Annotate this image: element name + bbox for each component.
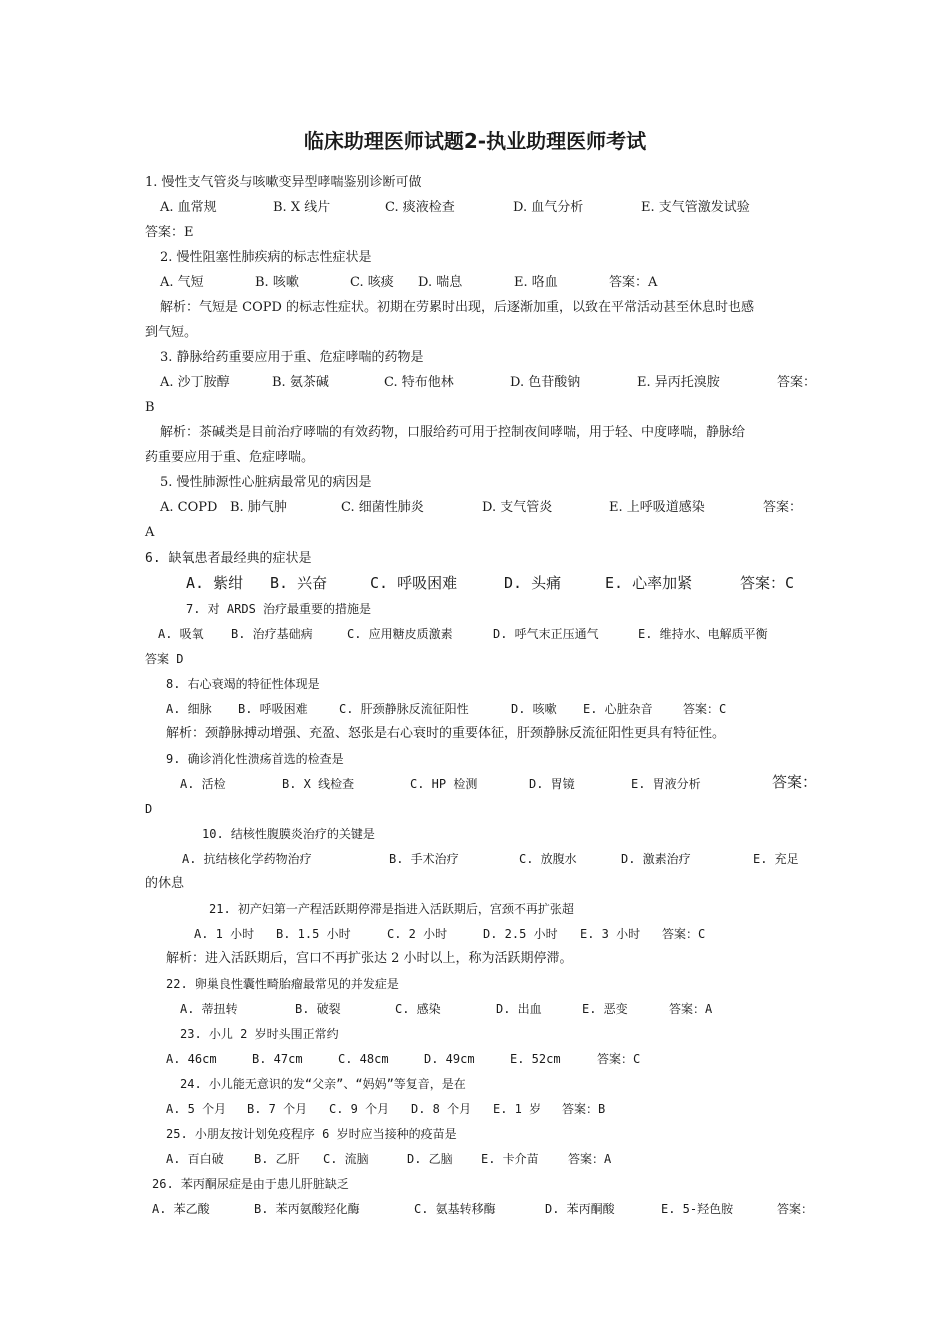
question-1-answer: 答案：E [145,225,194,240]
question-6-stem: 6. 缺氧患者最经典的症状是 [145,551,312,566]
question-2-analysis: 解析：气短是 COPD 的标志性症状。初期在劳累时出现，后逐渐加重，以致在平常活动甚至休息时也感 [160,300,755,315]
answer: 答案：A [568,1152,612,1166]
option: C. 放腹水 [519,852,577,866]
option: A. 血常规 [160,200,217,215]
option: A. 5 个月 [166,1102,227,1116]
option: B. 呼吸困难 [238,702,308,716]
option: B. 兴奋 [270,574,328,592]
question-7-options [0,626,950,642]
question-26-stem: 26. 苯丙酮尿症是由于患儿肝脏缺乏 [152,1177,349,1191]
option: D. 呼气末正压通气 [493,627,599,641]
option: D. 咳嗽 [511,702,557,716]
question-25-stem: 25. 小朋友按计划免疫程序 6 岁时应当接种的疫苗是 [166,1127,457,1141]
question-26-options [0,1201,950,1217]
option: C. 细菌性肺炎 [341,500,424,515]
question-3-answer: B [145,400,155,415]
option: B. 苯丙氨酸羟化酶 [254,1202,360,1216]
option: D. 8 个月 [411,1102,472,1116]
question-3-options [0,375,950,391]
option: E. 维持水、电解质平衡 [638,627,768,641]
option: C. 流脑 [323,1152,369,1166]
option: C. 咳痰 [350,275,394,290]
question-3-analysis-cont: 药重要应用于重、危症哮喘。 [145,450,315,465]
answer: 答案：A [609,275,658,290]
question-10-stem: 10. 结核性腹膜炎治疗的关键是 [202,827,375,841]
option: C. 48cm [338,1052,389,1066]
option: E. 心脏杂音 [583,702,653,716]
option: D. 出血 [496,1002,542,1016]
option: D. 血气分析 [513,200,584,215]
question-1-options [0,200,950,216]
answer: 答案：A [669,1002,713,1016]
question-2-stem: 2. 慢性阻塞性肺疾病的标志性症状是 [160,250,372,265]
question-5-answer: A [145,525,155,540]
answer: 答案：B [562,1102,606,1116]
question-22-options [0,1001,950,1017]
option: B. 肺气肿 [230,500,287,515]
answer: 答案：C [597,1052,641,1066]
option: E. 52cm [510,1052,561,1066]
option: E. 胃液分析 [631,777,701,791]
option: A. 百白破 [166,1152,224,1166]
document-title: 临床助理医师试题2-执业助理医师考试 [303,129,647,153]
answer-label: 答案： [777,1202,814,1216]
option: B. 1.5 小时 [276,927,351,941]
option: C. 9 个月 [329,1102,390,1116]
option: A. 1 小时 [194,927,255,941]
option: B. 乙肝 [254,1152,300,1166]
option: E. 充足 [753,852,799,866]
option: C. 氨基转移酶 [414,1202,496,1216]
question-1-stem: 1. 慢性支气管炎与咳嗽变异型哮喘鉴别诊断可做 [145,175,422,190]
option: D. 头痛 [504,574,562,592]
option: A. 细脉 [166,702,212,716]
option: C. 感染 [395,1002,441,1016]
option: E. 卡介苗 [481,1152,539,1166]
option: C. 痰液检查 [385,200,455,215]
option: C. 应用糖皮质激素 [347,627,453,641]
option: A. COPD [160,500,218,515]
question-8-analysis: 解析：颈静脉搏动增强、充盈、怒张是右心衰时的重要体征，肝颈静脉反流征阳性更具有特征性。 [166,726,726,741]
option: A. 紫绀 [186,574,244,592]
question-3-analysis: 解析：茶碱类是目前治疗哮喘的有效药物，口服给药可用于控制夜间哮喘，用于轻、中度哮喘，静脉给 [160,425,746,440]
question-3-stem: 3. 静脉给药重要应用于重、危症哮喘的药物是 [160,350,424,365]
option: B. X 线片 [273,200,331,215]
option: D. 激素治疗 [621,852,691,866]
option: E. 上呼吸道感染 [609,500,705,515]
question-8-stem: 8. 右心衰竭的特征性体现是 [166,677,320,691]
question-24-stem: 24. 小儿能无意识的发“父亲”、“妈妈”等复音，是在 [180,1077,466,1091]
option: A. 吸氧 [158,627,204,641]
option: B. 咳嗽 [255,275,299,290]
option: C. HP 检测 [410,777,478,791]
option: C. 2 小时 [387,927,448,941]
question-5-stem: 5. 慢性肺源性心脏病最常见的病因是 [160,475,372,490]
option: B. 手术治疗 [389,852,459,866]
option: B. 破裂 [295,1002,341,1016]
option: D. 49cm [424,1052,475,1066]
option: D. 胃镜 [529,777,575,791]
answer: 答案：C [662,927,706,941]
answer-label: 答案： [763,500,803,515]
question-2-analysis-cont: 到气短。 [145,325,198,340]
option: E. 心率加紧 [605,574,693,592]
option: A. 气短 [160,275,204,290]
question-6-options [0,575,950,593]
question-8-options [0,701,950,717]
answer-label: 答案： [772,773,818,791]
option: A. 活检 [180,777,226,791]
question-9-stem: 9. 确诊消化性溃疡首选的检查是 [166,752,344,766]
question-7-stem: 7. 对 ARDS 治疗最重要的措施是 [186,602,372,616]
option: B. 7 个月 [247,1102,308,1116]
option: C. 肝颈静脉反流征阳性 [339,702,469,716]
question-10-option-wrap: 的休息 [145,876,185,891]
option: E. 支气管激发试验 [641,200,750,215]
question-25-options [0,1151,950,1167]
question-9-answer: D [145,802,153,816]
option: D. 喘息 [418,275,463,290]
option: E. 异丙托溴胺 [637,375,720,390]
question-22-stem: 22. 卵巢良性囊性畸胎瘤最常见的并发症是 [166,977,399,991]
option: E. 5-羟色胺 [661,1202,734,1216]
option: A. 苯乙酸 [152,1202,210,1216]
option: B. 治疗基础病 [231,627,313,641]
option: D. 支气管炎 [482,500,553,515]
question-2-options [0,275,950,291]
option: D. 乙脑 [407,1152,453,1166]
answer-label: 答案： [777,375,817,390]
option: D. 色苷酸钠 [510,375,581,390]
question-23-options [0,1051,950,1067]
option: B. 氨茶碱 [272,375,329,390]
option: D. 苯丙酮酸 [545,1202,615,1216]
question-24-options [0,1101,950,1117]
question-5-options [0,500,950,516]
question-21-stem: 21. 初产妇第一产程活跃期停滞是指进入活跃期后，宫颈不再扩张超 [209,902,574,916]
answer: 答案：C [683,702,727,716]
option: E. 3 小时 [580,927,641,941]
option: A. 抗结核化学药物治疗 [182,852,312,866]
option: A. 46cm [166,1052,217,1066]
option: A. 沙丁胺醇 [160,375,230,390]
option: A. 蒂扭转 [180,1002,238,1016]
option: E. 恶变 [582,1002,628,1016]
answer: 答案：C [740,574,795,592]
question-23-stem: 23. 小儿 2 岁时头围正常约 [180,1027,339,1041]
option: C. 特布他林 [384,375,454,390]
question-21-options [0,926,950,942]
option: B. X 线检查 [282,777,355,791]
option: C. 呼吸困难 [370,574,458,592]
option: D. 2.5 小时 [483,927,558,941]
option: B. 47cm [252,1052,303,1066]
question-7-answer: 答案 D [145,652,184,666]
option: E. 咯血 [514,275,558,290]
question-21-analysis: 解析：进入活跃期后，宫口不再扩张达 2 小时以上，称为活跃期停滞。 [166,951,573,966]
option: E. 1 岁 [493,1102,542,1116]
question-9-options [0,773,950,794]
question-10-options [0,851,950,867]
